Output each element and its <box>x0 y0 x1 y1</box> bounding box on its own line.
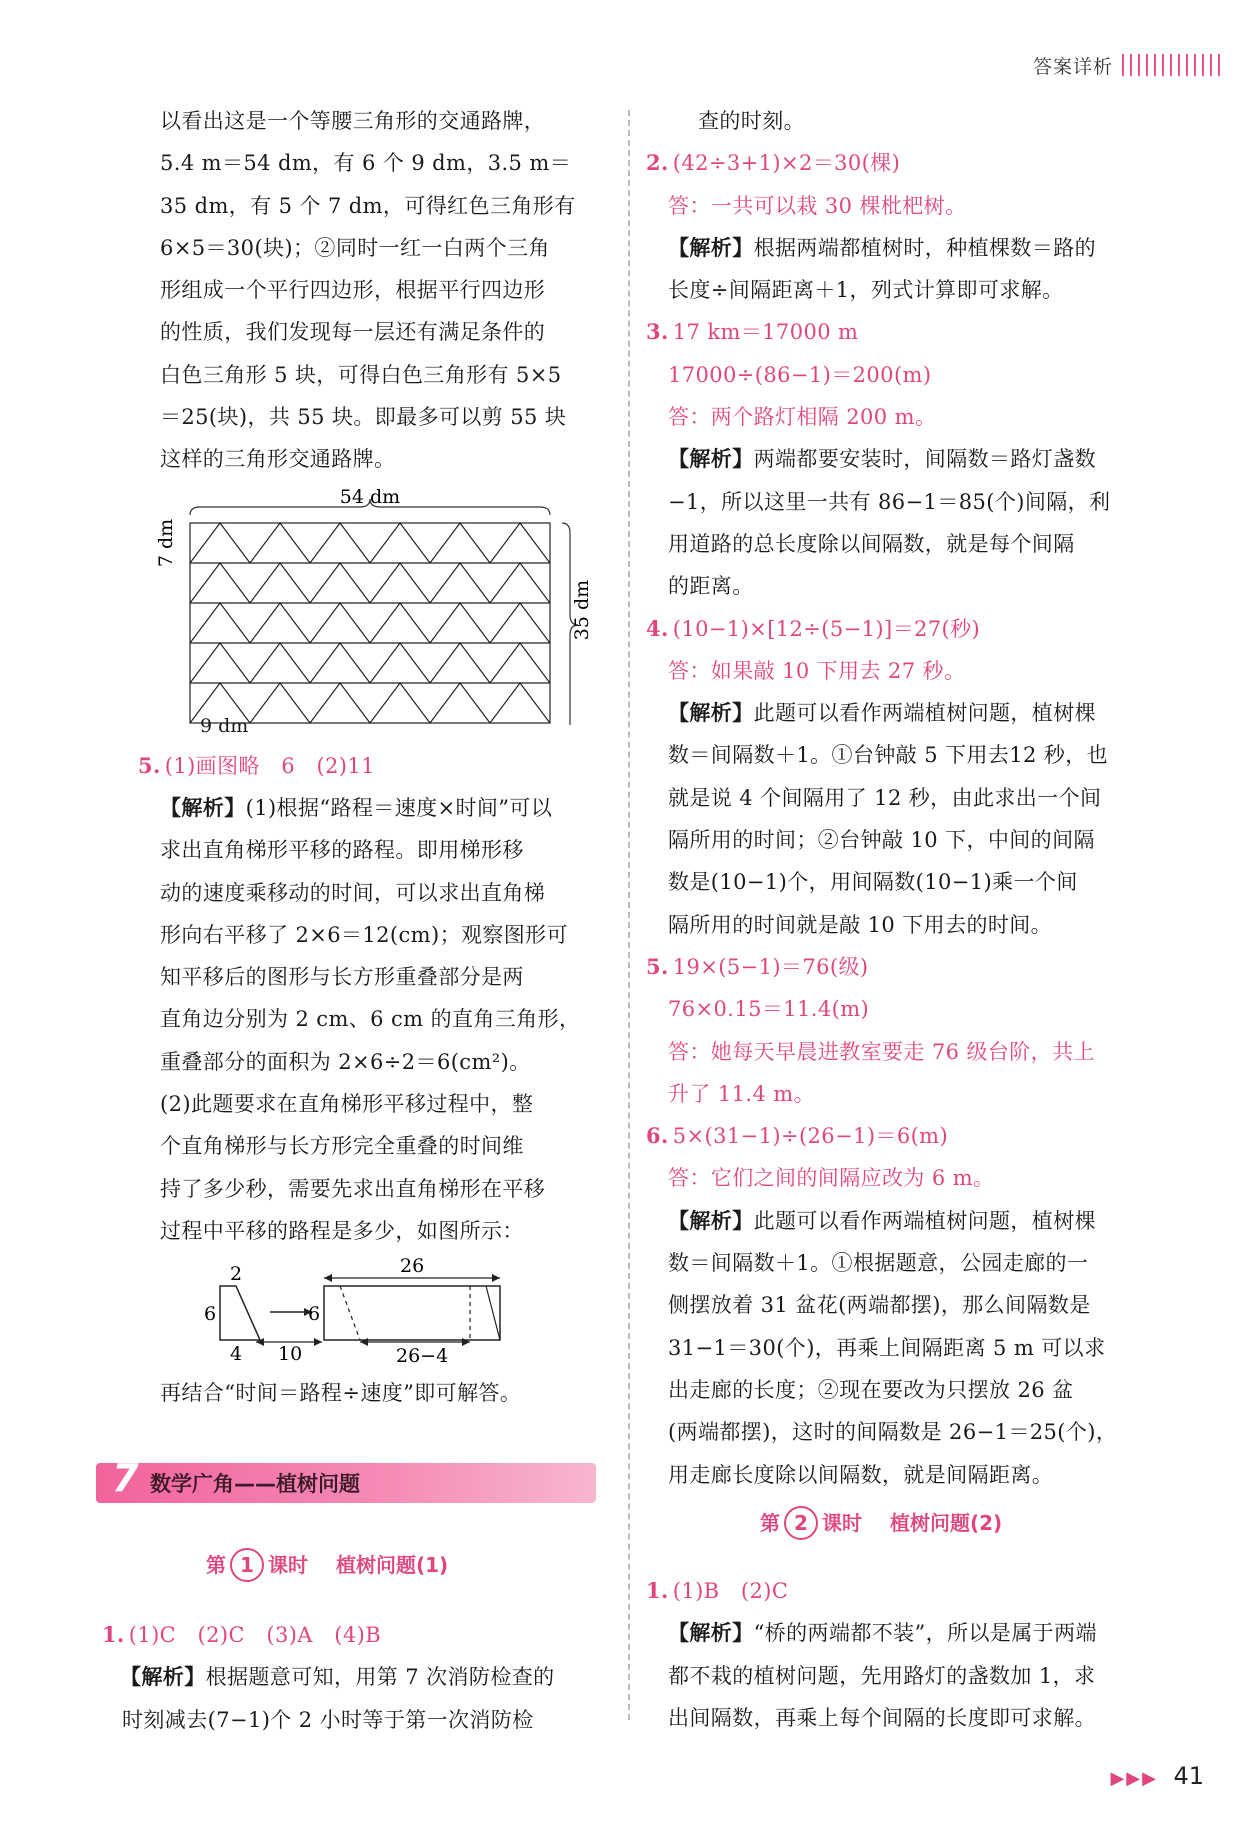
question-1: 1. (1)C (2)C (3)A (4)B <box>102 1622 382 1647</box>
fig2-label-6b: 6 <box>308 1303 321 1326</box>
left-column <box>138 100 600 1415</box>
analysis-line: 【解析】“桥的两端都不装”，所以是属于两端 <box>668 1620 1097 1646</box>
text-line: 查的时刻。 <box>698 109 805 133</box>
fig1-right-label: 35 dm <box>571 579 593 640</box>
analysis-line: 直角边分别为 2 cm、6 cm 的直角三角形， <box>160 1007 581 1032</box>
analysis-line: 形向右平移了 2×6＝12(cm)；观察图形可 <box>160 922 568 947</box>
header-title: 答案详析 <box>1032 56 1113 78</box>
section-title: 数学广角——植树问题 <box>150 1472 360 1496</box>
question-4-answer: 答：如果敲 10 下用去 27 秒。 <box>668 658 966 683</box>
section-number: 7 <box>112 1456 139 1500</box>
analysis-line: 求出直角梯形平移的路程。即用梯形移 <box>160 838 524 863</box>
analysis-line: 都不栽的植树问题，先用路灯的盏数加 1，求 <box>668 1663 1096 1688</box>
analysis-tag: 【解析】 <box>160 794 246 820</box>
right-column <box>646 100 1156 1496</box>
question-3-calc: 3. 17 km＝17000 m <box>646 319 859 345</box>
answer: (1)画图略 6 (2)11 <box>164 753 375 778</box>
triangle-tiling-figure <box>155 485 600 725</box>
tiling-zigzag <box>190 563 550 603</box>
analysis-line: 隔所用的时间就是敲 10 下用去的时间。 <box>668 912 1053 937</box>
fig2-label-4: 4 <box>230 1343 243 1366</box>
question-4-calc: 4. (10−1)×[12÷(5−1)]＝27(秒) <box>646 615 981 641</box>
text-line: 再结合“时间＝路程÷速度”即可解答。 <box>160 1381 522 1406</box>
analysis-line: (2)此题要求在直角梯形平移过程中，整 <box>160 1092 534 1117</box>
analysis-line: 时刻减去(7−1)个 2 小时等于第一次消防检 <box>122 1707 534 1732</box>
text-line: 5.4 m＝54 dm，有 6 个 9 dm，3.5 m＝ <box>160 151 572 176</box>
analysis-line: 过程中平移的路程是多少，如图所示： <box>160 1218 524 1243</box>
analysis-line: 知平移后的图形与长方形重叠部分是两 <box>160 965 524 990</box>
analysis-line: 数＝间隔数＋1。①台钟敲 5 下用去12 秒，也 <box>668 743 1109 768</box>
analysis-line: 【解析】此题可以看作两端植树问题，植树棵 <box>668 1207 1097 1233</box>
question-3-calc2: 17000÷(86−1)＝200(m) <box>668 362 932 387</box>
text-line: 这样的三角形交通路牌。 <box>160 447 396 472</box>
text-line: 白色三角形 5 块，可得白色三角形有 5×5 <box>160 362 562 387</box>
analysis-line: 用道路的总长度除以间隔数，就是每个间隔 <box>668 531 1075 556</box>
analysis-line: 用走廊长度除以间隔数，就是间隔距离。 <box>668 1462 1054 1487</box>
analysis-line: 动的速度乘移动的时间，可以求出直角梯 <box>160 880 546 905</box>
question-1: 1. (1)B (2)C <box>646 1578 789 1603</box>
question-2-calc: 2. (42÷3+1)×2＝30(棵) <box>646 150 901 176</box>
analysis-line: 数＝间隔数＋1。①根据题意，公园走廊的一 <box>668 1251 1089 1276</box>
fig1-left-label: 7 dm <box>155 518 177 567</box>
lesson-heading-2: 第 2 课时 植树问题(2) <box>760 1506 1002 1540</box>
question-6-answer: 答：它们之间的间隔应改为 6 m。 <box>668 1166 995 1191</box>
fig2-label-10: 10 <box>278 1343 303 1366</box>
text-line: 35 dm，有 5 个 7 dm，可得红色三角形有 <box>160 193 576 218</box>
lesson1-answers <box>102 1614 600 1741</box>
tiling-zigzag <box>190 603 550 643</box>
analysis-line: (两端都摆)，这时的间隔数是 26−1＝25(个)， <box>668 1420 1118 1445</box>
analysis-line: 31−1＝30(个)，再乘上间隔距离 5 m 可以求 <box>668 1335 1106 1360</box>
analysis-line: 【解析】两端都要安装时，间隔数＝路灯盏数 <box>668 446 1097 472</box>
question-2-answer: 答：一共可以栽 30 棵枇杷树。 <box>668 193 967 218</box>
fig1-top-label: 54 dm <box>339 485 401 508</box>
tiling-zigzag <box>190 643 550 683</box>
trapezoid-translation-figure <box>160 1256 600 1366</box>
analysis-line: 出间隔数，再乘上每个间隔的长度即可求解。 <box>668 1705 1096 1730</box>
analysis-line: 隔所用的时间；②台钟敲 10 下，中间的间隔 <box>668 828 1095 853</box>
analysis-line: 的距离。 <box>668 574 754 599</box>
fig1-bottom-label: 9 dm <box>200 714 249 737</box>
analysis-line: 持了多少秒，需要先求出直角梯形在平移 <box>160 1176 546 1201</box>
column-divider <box>628 110 630 1720</box>
question-5-calc: 5. 19×(5−1)＝76(级) <box>646 953 869 979</box>
tiling-zigzag <box>190 523 550 563</box>
tiling-rect <box>190 523 550 723</box>
analysis-line: 个直角梯形与长方形完全重叠的时间维 <box>160 1134 524 1159</box>
fig2-label-26: 26 <box>400 1255 425 1278</box>
question-5-answer-cont: 升了 11.4 m。 <box>668 1081 816 1106</box>
question-5-answer: 答：她每天早晨进教室要走 76 级台阶，共上 <box>668 1039 1095 1064</box>
header-decoration <box>1122 54 1226 76</box>
question-6-calc: 6. 5×(31−1)÷(26−1)＝6(m) <box>646 1123 949 1149</box>
text-line: 以看出这是一个等腰三角形的交通路牌， <box>160 109 546 133</box>
arrow-icons: ▶▶▶ <box>1110 1768 1158 1789</box>
question-3-answer: 答：两个路灯相隔 200 m。 <box>668 405 937 430</box>
analysis-line: 侧摆放着 31 盆花(两端都摆)，那么间隔数是 <box>668 1293 1091 1318</box>
lesson2-answers <box>646 1570 1156 1739</box>
question-5 <box>138 745 600 787</box>
fig2-label-2: 2 <box>230 1263 243 1286</box>
text-line: 6×5＝30(块)；②同时一红一白两个三角 <box>160 235 550 260</box>
analysis-line: 重叠部分的面积为 2×6÷2＝6(cm²)。 <box>160 1049 531 1074</box>
page-number: 41 <box>1173 1762 1204 1790</box>
fig2-label-26-4: 26−4 <box>396 1345 449 1368</box>
question-number: 5. <box>138 752 161 778</box>
text-line: ＝25(块)，共 55 块。即最多可以剪 55 块 <box>160 405 567 430</box>
analysis-line: −1，所以这里一共有 86−1＝85(个)间隔，利 <box>668 489 1111 514</box>
analysis-line: 就是说 4 个间隔用了 12 秒，由此求出一个间 <box>668 785 1102 810</box>
analysis-line: 【解析】此题可以看作两端植树问题，植树棵 <box>668 700 1097 726</box>
fig2-label-6a: 6 <box>204 1303 217 1326</box>
question-5-calc2: 76×0.15＝11.4(m) <box>668 997 870 1022</box>
text-line: 的性质，我们发现每一层还有满足条件的 <box>160 320 546 345</box>
analysis-line: 数是(10−1)个，用间隔数(10−1)乘一个间 <box>668 870 1078 895</box>
analysis-line: 【解析】(1)根据“路程＝速度×时间”可以 <box>160 794 553 820</box>
analysis-line: 【解析】根据题意可知，用第 7 次消防检查的 <box>120 1664 555 1690</box>
analysis-line: 长度÷间隔距离＋1，列式计算即可求解。 <box>668 278 1064 303</box>
analysis-line: 【解析】根据两端都植树时，种植棵数＝路的 <box>668 234 1097 260</box>
analysis-line: 出走廊的长度；②现在要改为只摆放 26 盆 <box>668 1377 1074 1402</box>
lesson-heading-1: 第 1 课时 植树问题(1) <box>206 1548 448 1582</box>
text-line: 形组成一个平行四边形，根据平行四边形 <box>160 278 546 303</box>
